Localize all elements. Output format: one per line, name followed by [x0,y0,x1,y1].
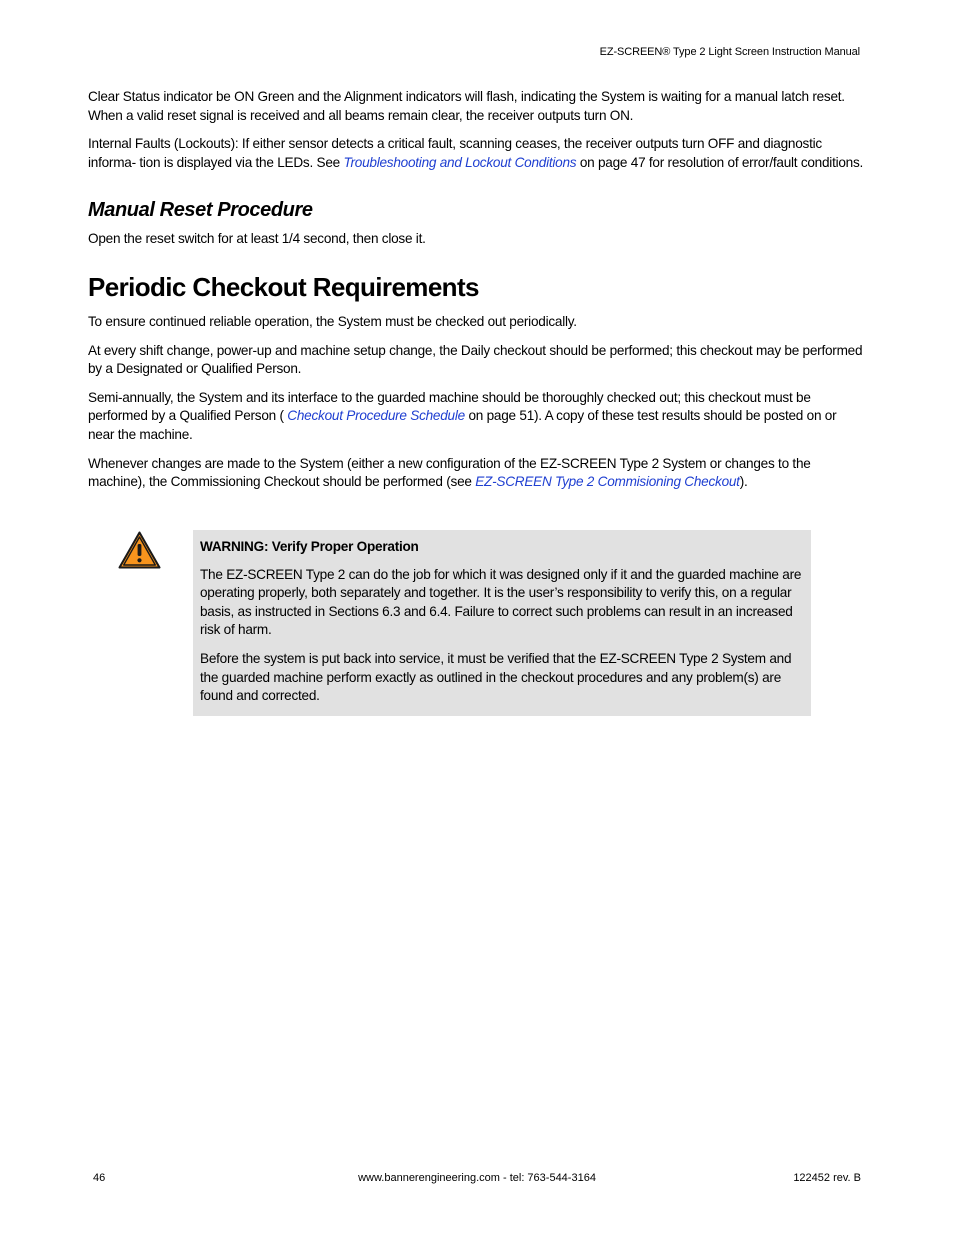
footer-contact: www.bannerengineering.com - tel: 763-544-3164 [358,1172,596,1184]
troubleshooting-link[interactable]: Troubleshooting and Lockout Conditions [343,154,577,170]
periodic-checkout-heading: Periodic Checkout Requirements [88,271,479,302]
warning-triangle-icon [118,531,161,569]
warning-title: WARNING: Verify Proper Operation [200,539,419,554]
manual-reset-heading: Manual Reset Procedure [88,199,313,222]
periodic-paragraph-4 [88,455,866,492]
page-footer [93,1172,861,1188]
periodic-paragraph-3-text: Semi-annually, the System and its interface to the guarded machine should be thoroughly checked out; this checkout must be performed by a Qualified Person ( [88,389,811,424]
commissioning-checkout-link[interactable]: EZ-SCREEN Type 2 Commisioning Checkout [475,474,740,490]
intro-paragraph-2 [88,135,866,172]
main-content [88,88,866,502]
warning-box [193,530,811,716]
checkout-schedule-link[interactable]: Checkout Procedure Schedule [287,408,465,424]
periodic-paragraph-2: At every shift change, power-up and machine setup change, the Daily checkout should be performed; this checkout may be performed by a Designated or Qualified Person. [88,342,863,377]
page-number: 46 [93,1172,106,1184]
periodic-paragraph-4-text-end: ). [739,474,748,490]
periodic-paragraph-3 [88,389,866,445]
running-header: EZ-SCREEN® Type 2 Light Screen Instruction Manual [599,46,860,58]
periodic-paragraph-1: To ensure continued reliable operation, the System must be checked out periodically. [88,313,577,329]
intro-paragraph-2-text-end: on page 47 for resolution of error/fault conditions. [576,154,864,170]
periodic-paragraph-3-text-end: on page 51). A copy of these test results should be posted on or near the machine. [88,408,837,442]
manual-reset-body: Open the reset switch for at least 1/4 second, then close it. [88,231,426,247]
warning-paragraph-1: The EZ-SCREEN Type 2 can do the job for which it was designed only if it and the guarded machine are operating properly, both separately and together. It is the user’s responsibility to verify this, on a regular basis, as instructed in Sections 6.3 and 6.4. Failure to correct such problems can result in an increased risk of harm. [200,566,802,638]
intro-paragraph-2-text: Internal Faults (Lockouts): If either sensor detects a critical fault, scanning ceases, the receiver outputs turn OFF and diagnostic informa- tion is displayed via the LEDs. See [88,136,822,170]
periodic-paragraph-4-text: Whenever changes are made to the System (either a new configuration of the EZ-SCREEN Type 2 System or changes to the machine), the Commissioning Checkout should be performed (see [88,455,811,490]
document-revision: 122452 rev. B [793,1172,861,1184]
intro-paragraph-1: Clear Status indicator be ON Green and the Alignment indicators will flash, indicating the System is waiting for a manual latch reset. When a valid reset signal is received and all beams remain clear, the receiver outputs turn ON. [88,89,845,123]
warning-paragraph-2: Before the system is put back into service, it must be verified that the EZ-SCREEN Type 2 System and the guarded machine perform exactly as outlined in the checkout procedures and any problem(s) are found and corrected. [200,650,792,704]
